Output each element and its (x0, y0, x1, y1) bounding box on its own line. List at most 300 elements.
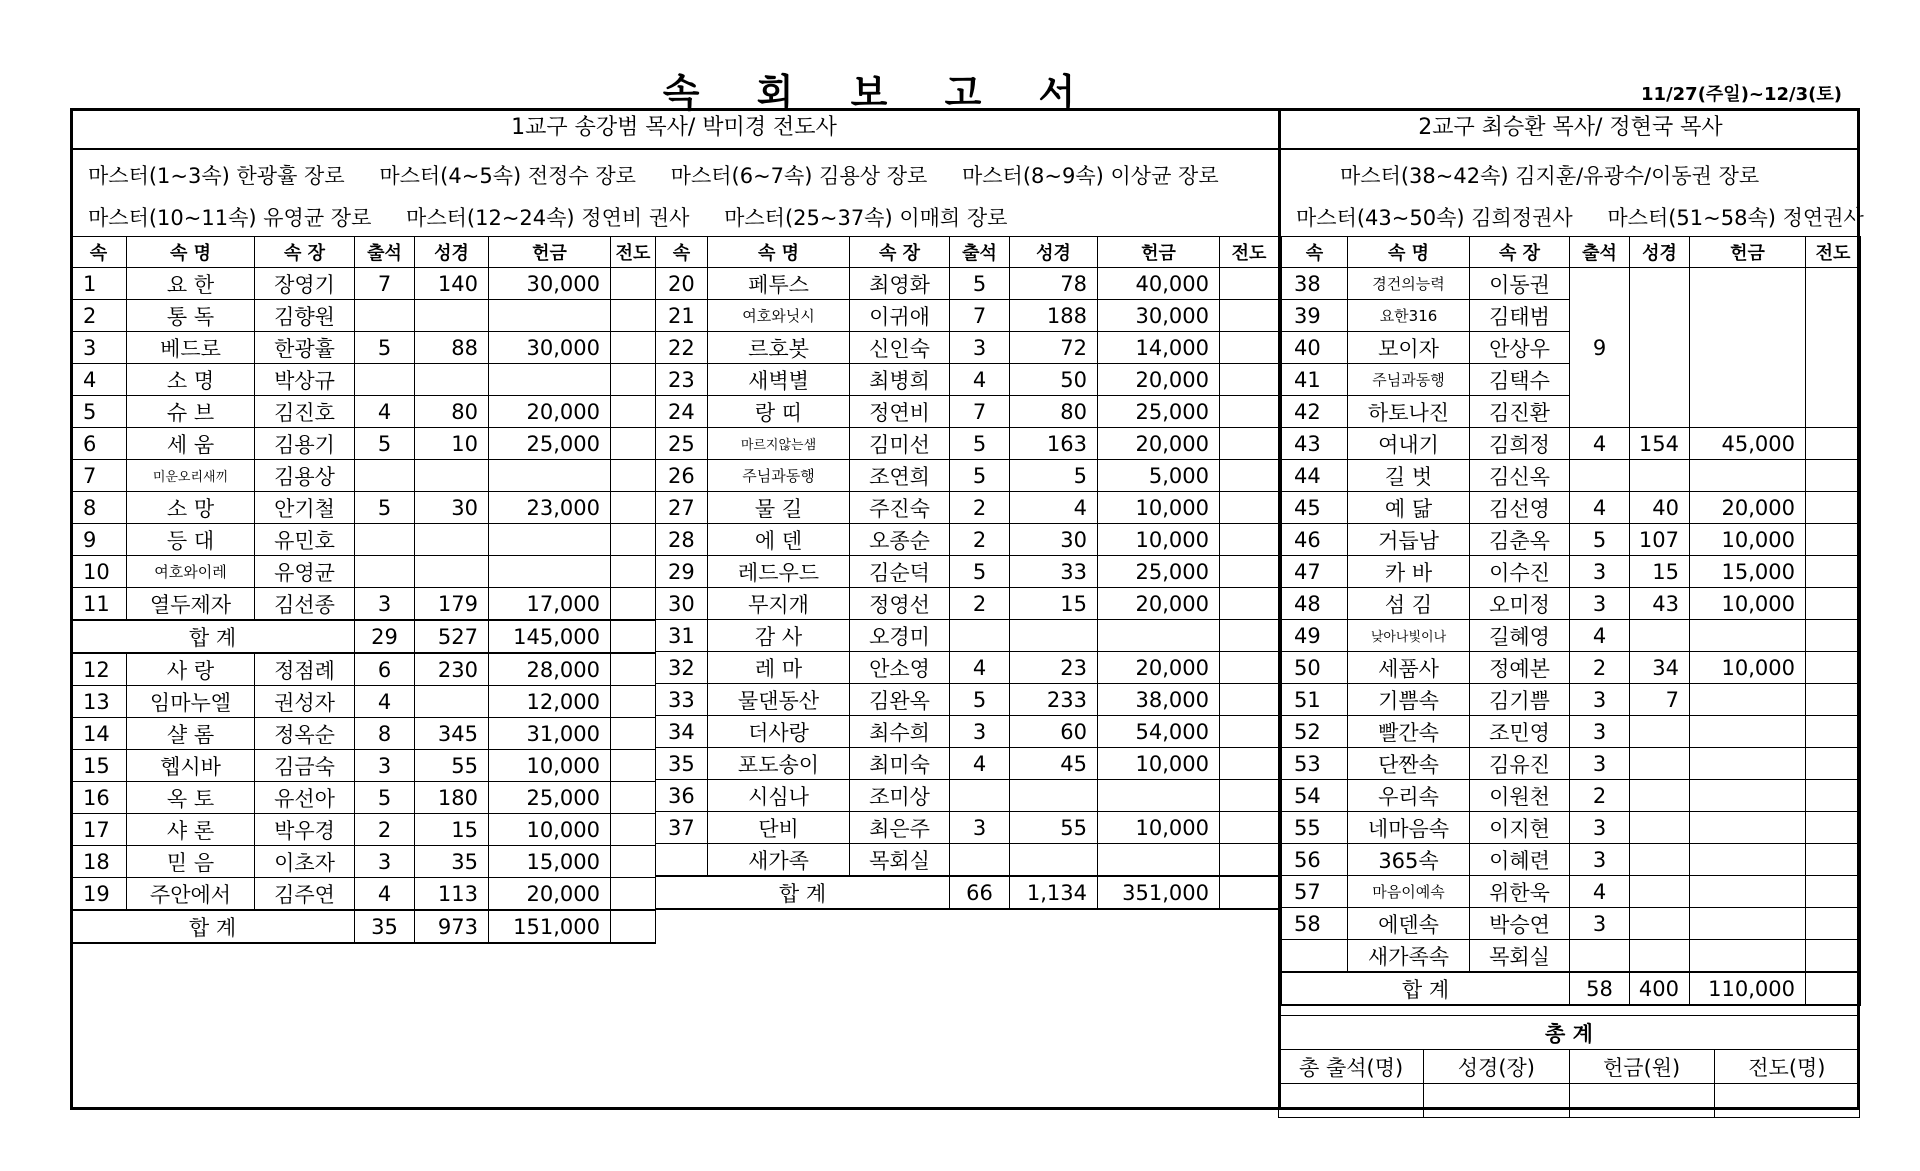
cell-attend: 4 (950, 652, 1010, 684)
cell-attend: 5 (355, 428, 415, 460)
cell-leader: 이혜련 (1470, 844, 1570, 876)
table-sum-row (1282, 972, 1861, 1005)
table-row (656, 364, 1279, 396)
table-row (1282, 908, 1861, 940)
table-row (1282, 812, 1861, 844)
cell-offering: 25,000 (489, 782, 611, 814)
col-header: 헌금 (489, 237, 611, 268)
grand-total-header: 성경(장) (1424, 1050, 1569, 1084)
cell-leader: 김선영 (1470, 492, 1570, 524)
table-row (71, 364, 656, 396)
cell-group-name: 세품사 (1348, 652, 1470, 684)
sum-evangelism (1220, 876, 1279, 909)
cell-attend: 6 (355, 653, 415, 686)
cell-number: 8 (71, 492, 127, 524)
cell-offering (1690, 620, 1806, 652)
cell-number: 47 (1282, 556, 1348, 588)
cell-attend: 2 (950, 588, 1010, 620)
cell-attend: 2 (355, 814, 415, 846)
cell-bible: 80 (415, 396, 489, 428)
cell-bible (1630, 940, 1690, 973)
cell-offering: 10,000 (1690, 652, 1806, 684)
cell-offering: 5,000 (1098, 460, 1220, 492)
cell-offering (489, 460, 611, 492)
cell-attend: 3 (1570, 556, 1630, 588)
cell-number (1282, 940, 1348, 973)
cell-offering: 31,000 (489, 718, 611, 750)
cell-bible (1010, 780, 1098, 812)
table-row (71, 524, 656, 556)
cell-bible (1630, 908, 1690, 940)
cell-offering: 20,000 (1098, 428, 1220, 460)
cell-offering: 10,000 (1098, 524, 1220, 556)
cell-attend: 4 (1570, 492, 1630, 524)
cell-group-name: 통 독 (127, 300, 255, 332)
col-header: 전도 (1806, 237, 1861, 268)
cell-number: 18 (71, 846, 127, 878)
cell-evangelism (1220, 460, 1279, 492)
cell-bible: 72 (1010, 332, 1098, 364)
col-header: 출석 (1570, 237, 1630, 268)
cell-offering (1098, 620, 1220, 652)
cell-group-name: 주안에서 (127, 878, 255, 911)
cell-attend: 5 (355, 332, 415, 364)
cell-offering: 10,000 (489, 750, 611, 782)
table-row (656, 620, 1279, 652)
cell-bible (415, 364, 489, 396)
cell-group-name: 단비 (708, 812, 850, 844)
table-row (656, 556, 1279, 588)
cell-attend (355, 300, 415, 332)
cell-bible (415, 556, 489, 588)
cell-bible: 7 (1630, 684, 1690, 716)
cell-number: 46 (1282, 524, 1348, 556)
cell-attend (950, 780, 1010, 812)
col-header: 속 (1282, 237, 1348, 268)
cell-number (656, 844, 708, 877)
table-row (656, 300, 1279, 332)
cell-evangelism (1806, 652, 1861, 684)
table-row (656, 780, 1279, 812)
cell-evangelism (611, 653, 656, 686)
col-header: 속 명 (127, 237, 255, 268)
cell-bible: 50 (1010, 364, 1098, 396)
cell-evangelism (1220, 332, 1279, 364)
cell-number: 45 (1282, 492, 1348, 524)
cell-group-name: 시심나 (708, 780, 850, 812)
cell-evangelism (1806, 556, 1861, 588)
cell-evangelism (1806, 620, 1861, 652)
cell-leader: 이원천 (1470, 780, 1570, 812)
cell-offering: 25,000 (1098, 556, 1220, 588)
cell-group-name: 여호와닛시 (708, 300, 850, 332)
cell-leader: 김용기 (255, 428, 355, 460)
cell-leader: 김진환 (1470, 396, 1570, 428)
cell-group-name: 365속 (1348, 844, 1470, 876)
cell-bible: 107 (1630, 524, 1690, 556)
grand-total-header: 총 출석(명) (1279, 1050, 1424, 1084)
cell-group-name: 마르지않는샘 (708, 428, 850, 460)
cell-number: 2 (71, 300, 127, 332)
cell-number: 54 (1282, 780, 1348, 812)
cell-leader: 정연비 (850, 396, 950, 428)
cell-group-name: 등 대 (127, 524, 255, 556)
table-row (71, 428, 656, 460)
cell-group-name: 여호와이레 (127, 556, 255, 588)
cell-group-name: 포도송이 (708, 748, 850, 780)
cell-group-name: 요한316 (1348, 300, 1470, 332)
cell-evangelism (1806, 876, 1861, 908)
cell-leader: 장영기 (255, 268, 355, 300)
cell-offering: 25,000 (489, 428, 611, 460)
table-row (1282, 556, 1861, 588)
cell-attend: 3 (950, 716, 1010, 748)
cell-bible: 55 (415, 750, 489, 782)
cell-number: 34 (656, 716, 708, 748)
table-row (1282, 748, 1861, 780)
table-row (1282, 876, 1861, 908)
cell-bible: 188 (1010, 300, 1098, 332)
cell-evangelism (611, 492, 656, 524)
cell-bible: 45 (1010, 748, 1098, 780)
cell-group-name: 페투스 (708, 268, 850, 300)
cell-evangelism (611, 846, 656, 878)
grand-total-value (1424, 1084, 1569, 1118)
cell-group-name: 거듭남 (1348, 524, 1470, 556)
cell-evangelism (1806, 940, 1861, 973)
cell-group-name: 미운오리새끼 (127, 460, 255, 492)
cell-leader: 김기쁨 (1470, 684, 1570, 716)
cell-evangelism (611, 878, 656, 911)
cell-number: 31 (656, 620, 708, 652)
cell-group-name: 새벽별 (708, 364, 850, 396)
cell-number: 11 (71, 588, 127, 621)
cell-bible: 34 (1630, 652, 1690, 684)
cell-group-name: 슈 브 (127, 396, 255, 428)
cell-leader: 김용상 (255, 460, 355, 492)
table-row (71, 653, 656, 686)
cell-leader: 이초자 (255, 846, 355, 878)
cell-bible: 163 (1010, 428, 1098, 460)
table-sum-row (71, 910, 656, 943)
cell-group-name: 헵시바 (127, 750, 255, 782)
cell-evangelism (611, 718, 656, 750)
cell-offering: 25,000 (1098, 396, 1220, 428)
cell-group-name: 예 닮 (1348, 492, 1470, 524)
cell-attend: 3 (1570, 684, 1630, 716)
cell-evangelism (1806, 428, 1861, 460)
cell-leader: 안소영 (850, 652, 950, 684)
table-row (71, 814, 656, 846)
table-row (1282, 684, 1861, 716)
cell-offering: 40,000 (1098, 268, 1220, 300)
cell-leader: 최은주 (850, 812, 950, 844)
cell-attend: 3 (355, 846, 415, 878)
cell-group-name: 소 명 (127, 364, 255, 396)
district-divider (1278, 150, 1281, 1110)
cell-number: 19 (71, 878, 127, 911)
cell-evangelism (1220, 652, 1279, 684)
cell-attend (1570, 940, 1630, 973)
table-row (656, 748, 1279, 780)
cell-bible (415, 460, 489, 492)
cell-group-name: 새가족 (708, 844, 850, 877)
cell-bible: 15 (415, 814, 489, 846)
cell-attend: 4 (355, 396, 415, 428)
cell-bible (1630, 780, 1690, 812)
cell-offering: 38,000 (1098, 684, 1220, 716)
cell-attend: 2 (950, 492, 1010, 524)
cell-group-name: 물댄동산 (708, 684, 850, 716)
cell-offering: 10,000 (489, 814, 611, 846)
cell-number: 1 (71, 268, 127, 300)
cell-attend: 4 (950, 748, 1010, 780)
cell-offering (1690, 876, 1806, 908)
col-header: 성경 (415, 237, 489, 268)
cell-attend (355, 364, 415, 396)
cell-bible (415, 686, 489, 718)
cell-attend: 7 (950, 300, 1010, 332)
cell-leader: 정영선 (850, 588, 950, 620)
cell-bible: 30 (1010, 524, 1098, 556)
cell-attend: 3 (355, 750, 415, 782)
col-header: 전도 (1220, 237, 1279, 268)
cell-bible (1630, 460, 1690, 492)
cell-bible: 88 (415, 332, 489, 364)
cell-leader: 유선아 (255, 782, 355, 814)
cell-offering: 15,000 (1690, 556, 1806, 588)
cell-evangelism (1220, 812, 1279, 844)
cell-attend: 4 (950, 364, 1010, 396)
table-row (71, 396, 656, 428)
cell-attend: 5 (950, 428, 1010, 460)
cell-attend: 2 (1570, 652, 1630, 684)
cell-group-name: 우리속 (1348, 780, 1470, 812)
cell-offering (489, 364, 611, 396)
cell-group-name: 모이자 (1348, 332, 1470, 364)
cell-evangelism (1220, 268, 1279, 300)
cell-number: 49 (1282, 620, 1348, 652)
cell-bible (1630, 268, 1690, 428)
district2-masters-line1 (1340, 160, 1787, 190)
sum-offering: 145,000 (489, 620, 611, 653)
cell-group-name: 르호봇 (708, 332, 850, 364)
cell-attend: 5 (950, 268, 1010, 300)
cell-offering: 23,000 (489, 492, 611, 524)
cell-bible (1630, 620, 1690, 652)
cell-offering: 30,000 (1098, 300, 1220, 332)
cell-attend: 5 (950, 556, 1010, 588)
cell-number: 25 (656, 428, 708, 460)
cell-evangelism (1220, 844, 1279, 877)
cell-bible: 179 (415, 588, 489, 621)
cell-leader: 목회실 (1470, 940, 1570, 973)
cell-bible: 40 (1630, 492, 1690, 524)
col-header: 속 장 (1470, 237, 1570, 268)
cell-group-name: 랑 띠 (708, 396, 850, 428)
cell-number: 27 (656, 492, 708, 524)
cell-attend: 5 (355, 492, 415, 524)
cell-offering: 45,000 (1690, 428, 1806, 460)
cell-bible: 140 (415, 268, 489, 300)
table-row (71, 332, 656, 364)
master-label: 마스터(25~37속) 이매희 장로 (724, 206, 1008, 230)
cell-leader: 오미정 (1470, 588, 1570, 620)
cell-bible: 180 (415, 782, 489, 814)
cell-bible: 43 (1630, 588, 1690, 620)
sum-offering: 351,000 (1098, 876, 1220, 909)
cell-number: 6 (71, 428, 127, 460)
cell-group-name: 샬 롬 (127, 718, 255, 750)
cell-number: 4 (71, 364, 127, 396)
cell-attend (1570, 460, 1630, 492)
cell-group-name: 더사랑 (708, 716, 850, 748)
cell-attend: 4 (1570, 876, 1630, 908)
cell-bible (1010, 844, 1098, 877)
cell-leader: 김진호 (255, 396, 355, 428)
cell-leader: 최병희 (850, 364, 950, 396)
cell-evangelism (1220, 524, 1279, 556)
cell-group-name: 마음이예속 (1348, 876, 1470, 908)
cell-bible (415, 300, 489, 332)
cell-leader: 오종순 (850, 524, 950, 556)
cell-group-name: 새가족속 (1348, 940, 1470, 973)
cell-leader: 정예본 (1470, 652, 1570, 684)
cell-offering: 14,000 (1098, 332, 1220, 364)
cell-bible: 33 (1010, 556, 1098, 588)
grand-total-header: 전도(명) (1714, 1050, 1859, 1084)
cell-attend: 3 (1570, 812, 1630, 844)
cell-leader: 위한욱 (1470, 876, 1570, 908)
table-row (1282, 940, 1861, 973)
cell-evangelism (611, 556, 656, 588)
cell-leader: 박승연 (1470, 908, 1570, 940)
cell-attend-merged: 9 (1570, 268, 1630, 428)
table-row (656, 524, 1279, 556)
cell-evangelism (611, 460, 656, 492)
cell-number: 53 (1282, 748, 1348, 780)
cell-offering: 20,000 (1098, 588, 1220, 620)
table-row (1282, 268, 1861, 300)
table-row (1282, 780, 1861, 812)
district2-header: 2교구 최승환 목사/ 정현국 목사 (1278, 108, 1860, 150)
table-row (656, 460, 1279, 492)
cell-evangelism (1806, 908, 1861, 940)
cell-offering (489, 524, 611, 556)
cell-evangelism (611, 750, 656, 782)
cell-leader: 신인숙 (850, 332, 950, 364)
cell-number: 33 (656, 684, 708, 716)
cell-group-name: 물 길 (708, 492, 850, 524)
grand-total-table (1278, 1015, 1860, 1118)
cell-number: 21 (656, 300, 708, 332)
cell-attend: 3 (950, 332, 1010, 364)
cell-leader: 조연희 (850, 460, 950, 492)
cell-offering: 10,000 (1690, 588, 1806, 620)
cell-group-name: 에 덴 (708, 524, 850, 556)
col-header: 출석 (355, 237, 415, 268)
master-label: 마스터(38~42속) 김지훈/유광수/이동권 장로 (1340, 164, 1760, 188)
cell-offering (1690, 268, 1806, 428)
table-row (1282, 492, 1861, 524)
cell-leader: 안상우 (1470, 332, 1570, 364)
cell-group-name: 길 벗 (1348, 460, 1470, 492)
cell-group-name: 레 마 (708, 652, 850, 684)
cell-leader: 이수진 (1470, 556, 1570, 588)
cell-attend: 4 (355, 686, 415, 718)
cell-attend (355, 460, 415, 492)
cell-evangelism (1806, 460, 1861, 492)
cell-offering: 12,000 (489, 686, 611, 718)
cell-bible: 15 (1010, 588, 1098, 620)
table-row (71, 588, 656, 621)
sum-attend: 35 (355, 910, 415, 943)
cell-evangelism (1806, 268, 1861, 428)
cell-group-name: 주님과동행 (1348, 364, 1470, 396)
cell-bible: 5 (1010, 460, 1098, 492)
table-row (656, 588, 1279, 620)
sum-bible: 1,134 (1010, 876, 1098, 909)
master-label: 마스터(8~9속) 이상균 장로 (961, 164, 1219, 188)
cell-bible: 113 (415, 878, 489, 911)
sum-bible: 527 (415, 620, 489, 653)
table-row (656, 844, 1279, 877)
cell-group-name: 레드우드 (708, 556, 850, 588)
col-header: 속 명 (708, 237, 850, 268)
sum-evangelism (611, 620, 656, 653)
cell-evangelism (1806, 684, 1861, 716)
sum-label: 합 계 (1282, 972, 1570, 1005)
cell-leader: 박우경 (255, 814, 355, 846)
cell-attend: 4 (1570, 428, 1630, 460)
cell-bible (415, 524, 489, 556)
district1-header: 1교구 송강범 목사/ 박미경 전도사 (70, 108, 1278, 150)
cell-attend: 2 (1570, 780, 1630, 812)
master-label: 마스터(10~11속) 유영균 장로 (88, 206, 372, 230)
cell-evangelism (1806, 716, 1861, 748)
col-header: 속 장 (255, 237, 355, 268)
cell-attend (950, 844, 1010, 877)
cell-evangelism (1220, 684, 1279, 716)
cell-evangelism (1806, 812, 1861, 844)
cell-attend: 5 (1570, 524, 1630, 556)
cell-attend: 2 (950, 524, 1010, 556)
table-row (1282, 460, 1861, 492)
table-district1-b (655, 236, 1279, 910)
col-header: 속 (656, 237, 708, 268)
date-range: 11/27(주일)~12/3(토) (1641, 84, 1842, 105)
cell-number: 36 (656, 780, 708, 812)
sum-offering: 110,000 (1690, 972, 1806, 1005)
cell-evangelism (1220, 428, 1279, 460)
cell-group-name: 열두제자 (127, 588, 255, 621)
cell-offering (1690, 844, 1806, 876)
cell-bible (1630, 876, 1690, 908)
table-row (656, 684, 1279, 716)
cell-offering (1690, 684, 1806, 716)
cell-evangelism (1220, 588, 1279, 620)
table-row (71, 268, 656, 300)
cell-number: 43 (1282, 428, 1348, 460)
cell-offering: 10,000 (1690, 524, 1806, 556)
col-header: 헌금 (1690, 237, 1806, 268)
cell-leader: 김춘옥 (1470, 524, 1570, 556)
table-row (1282, 844, 1861, 876)
sum-evangelism (611, 910, 656, 943)
master-label: 마스터(12~24속) 정연비 권사 (406, 206, 690, 230)
cell-bible: 55 (1010, 812, 1098, 844)
page-title: 속 회 보 고 서 (662, 71, 1098, 115)
